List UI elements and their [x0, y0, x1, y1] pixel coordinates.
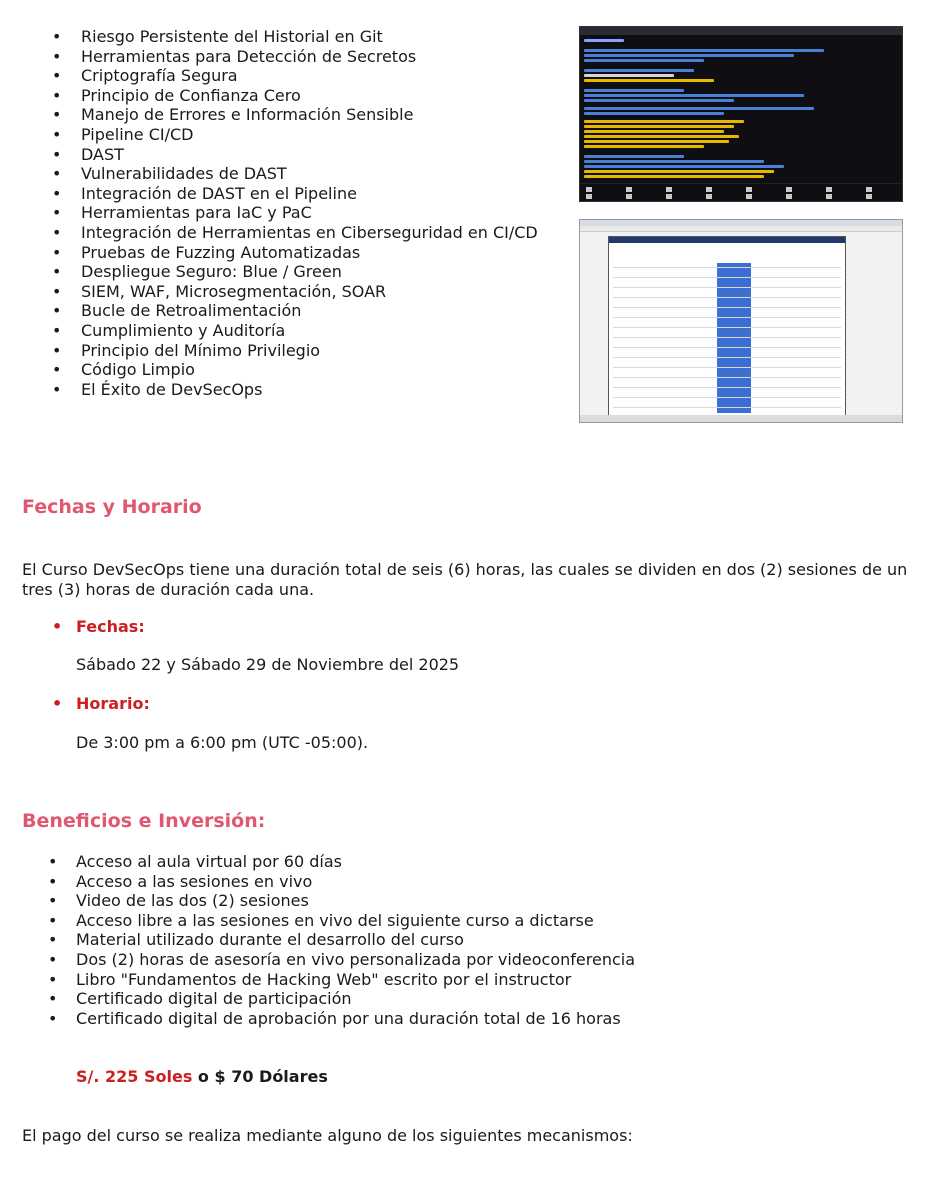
- topic-item: • Vulnerabilidades de DAST: [52, 164, 538, 184]
- time-value: De 3:00 pm a 6:00 pm (UTC -05:00).: [76, 733, 369, 752]
- benefit-item: • Certificado digital de participación: [48, 989, 635, 1009]
- benefit-item: • Material utilizado durante el desarrollo del curso: [48, 930, 635, 950]
- topic-item: • SIEM, WAF, Microsegmentación, SOAR: [52, 282, 538, 302]
- price-line: [76, 1067, 328, 1086]
- topic-item: • Integración de Herramientas en Ciberseguridad en CI/CD: [52, 223, 538, 243]
- payment-intro: El pago del curso se realiza mediante alguno de los siguientes mecanismos:: [22, 1126, 633, 1145]
- benefit-item: • Acceso al aula virtual por 60 días: [48, 852, 635, 872]
- dialog-titlebar: [609, 237, 845, 243]
- topic-item: • Herramientas para IaC y PaC: [52, 203, 538, 223]
- terminal-titlebar: [580, 27, 902, 35]
- terminal-screenshot: [579, 26, 903, 202]
- terminal-shortcut-bar: [580, 183, 902, 201]
- dates-label: • Fechas:: [52, 617, 145, 636]
- scan-progress-dialog: [608, 236, 846, 420]
- benefit-item: • Certificado digital de aprobación por una duración total de 16 horas: [48, 1009, 635, 1029]
- topic-item: • DAST: [52, 145, 538, 165]
- benefits-heading: Beneficios e Inversión:: [22, 810, 266, 832]
- topic-list: [52, 27, 538, 399]
- benefit-item: • Libro "Fundamentos de Hacking Web" escrito por el instructor: [48, 970, 635, 990]
- schedule-intro: El Curso DevSecOps tiene una duración total de seis (6) horas, las cuales se dividen en dos (2) sesiones de un tres (3) horas de duración cada una.: [22, 560, 908, 599]
- benefit-item: • Acceso a las sesiones en vivo: [48, 872, 635, 892]
- topic-item: • Riesgo Persistente del Historial en Git: [52, 27, 538, 47]
- topic-item: • Principio de Confianza Cero: [52, 86, 538, 106]
- topic-item: • Herramientas para Detección de Secretos: [52, 47, 538, 67]
- benefit-item: • Dos (2) horas de asesoría en vivo personalizada por videoconferencia: [48, 950, 635, 970]
- topic-item: • Pruebas de Fuzzing Automatizadas: [52, 243, 538, 263]
- price-soles: S/. 225 Soles: [76, 1067, 193, 1086]
- price-dollars: o $ 70 Dólares: [192, 1067, 328, 1086]
- topic-item: • Código Limpio: [52, 360, 538, 380]
- scanner-screenshot: [579, 219, 903, 423]
- benefit-item: • Video de las dos (2) sesiones: [48, 891, 635, 911]
- scanner-menubar: [580, 226, 902, 232]
- topic-item: • Manejo de Errores e Información Sensible: [52, 105, 538, 125]
- topic-item: • Bucle de Retroalimentación: [52, 301, 538, 321]
- topic-item: • Despliegue Seguro: Blue / Green: [52, 262, 538, 282]
- topic-item: • Criptografía Segura: [52, 66, 538, 86]
- time-label: • Horario:: [52, 694, 150, 713]
- scanner-statusbar: [580, 415, 902, 422]
- topic-item: • Principio del Mínimo Privilegio: [52, 341, 538, 361]
- benefits-list: [48, 852, 635, 1028]
- schedule-heading: Fechas y Horario: [22, 496, 202, 518]
- topic-item: • El Éxito de DevSecOps: [52, 380, 538, 400]
- bullet-icon: •: [52, 694, 63, 713]
- dates-value: Sábado 22 y Sábado 29 de Noviembre del 2025: [76, 655, 460, 674]
- topic-item: • Pipeline CI/CD: [52, 125, 538, 145]
- progress-column: [717, 263, 751, 413]
- topic-item: • Integración de DAST en el Pipeline: [52, 184, 538, 204]
- bullet-icon: •: [52, 617, 63, 636]
- topic-item: • Cumplimiento y Auditoría: [52, 321, 538, 341]
- benefit-item: • Acceso libre a las sesiones en vivo del siguiente curso a dictarse: [48, 911, 635, 931]
